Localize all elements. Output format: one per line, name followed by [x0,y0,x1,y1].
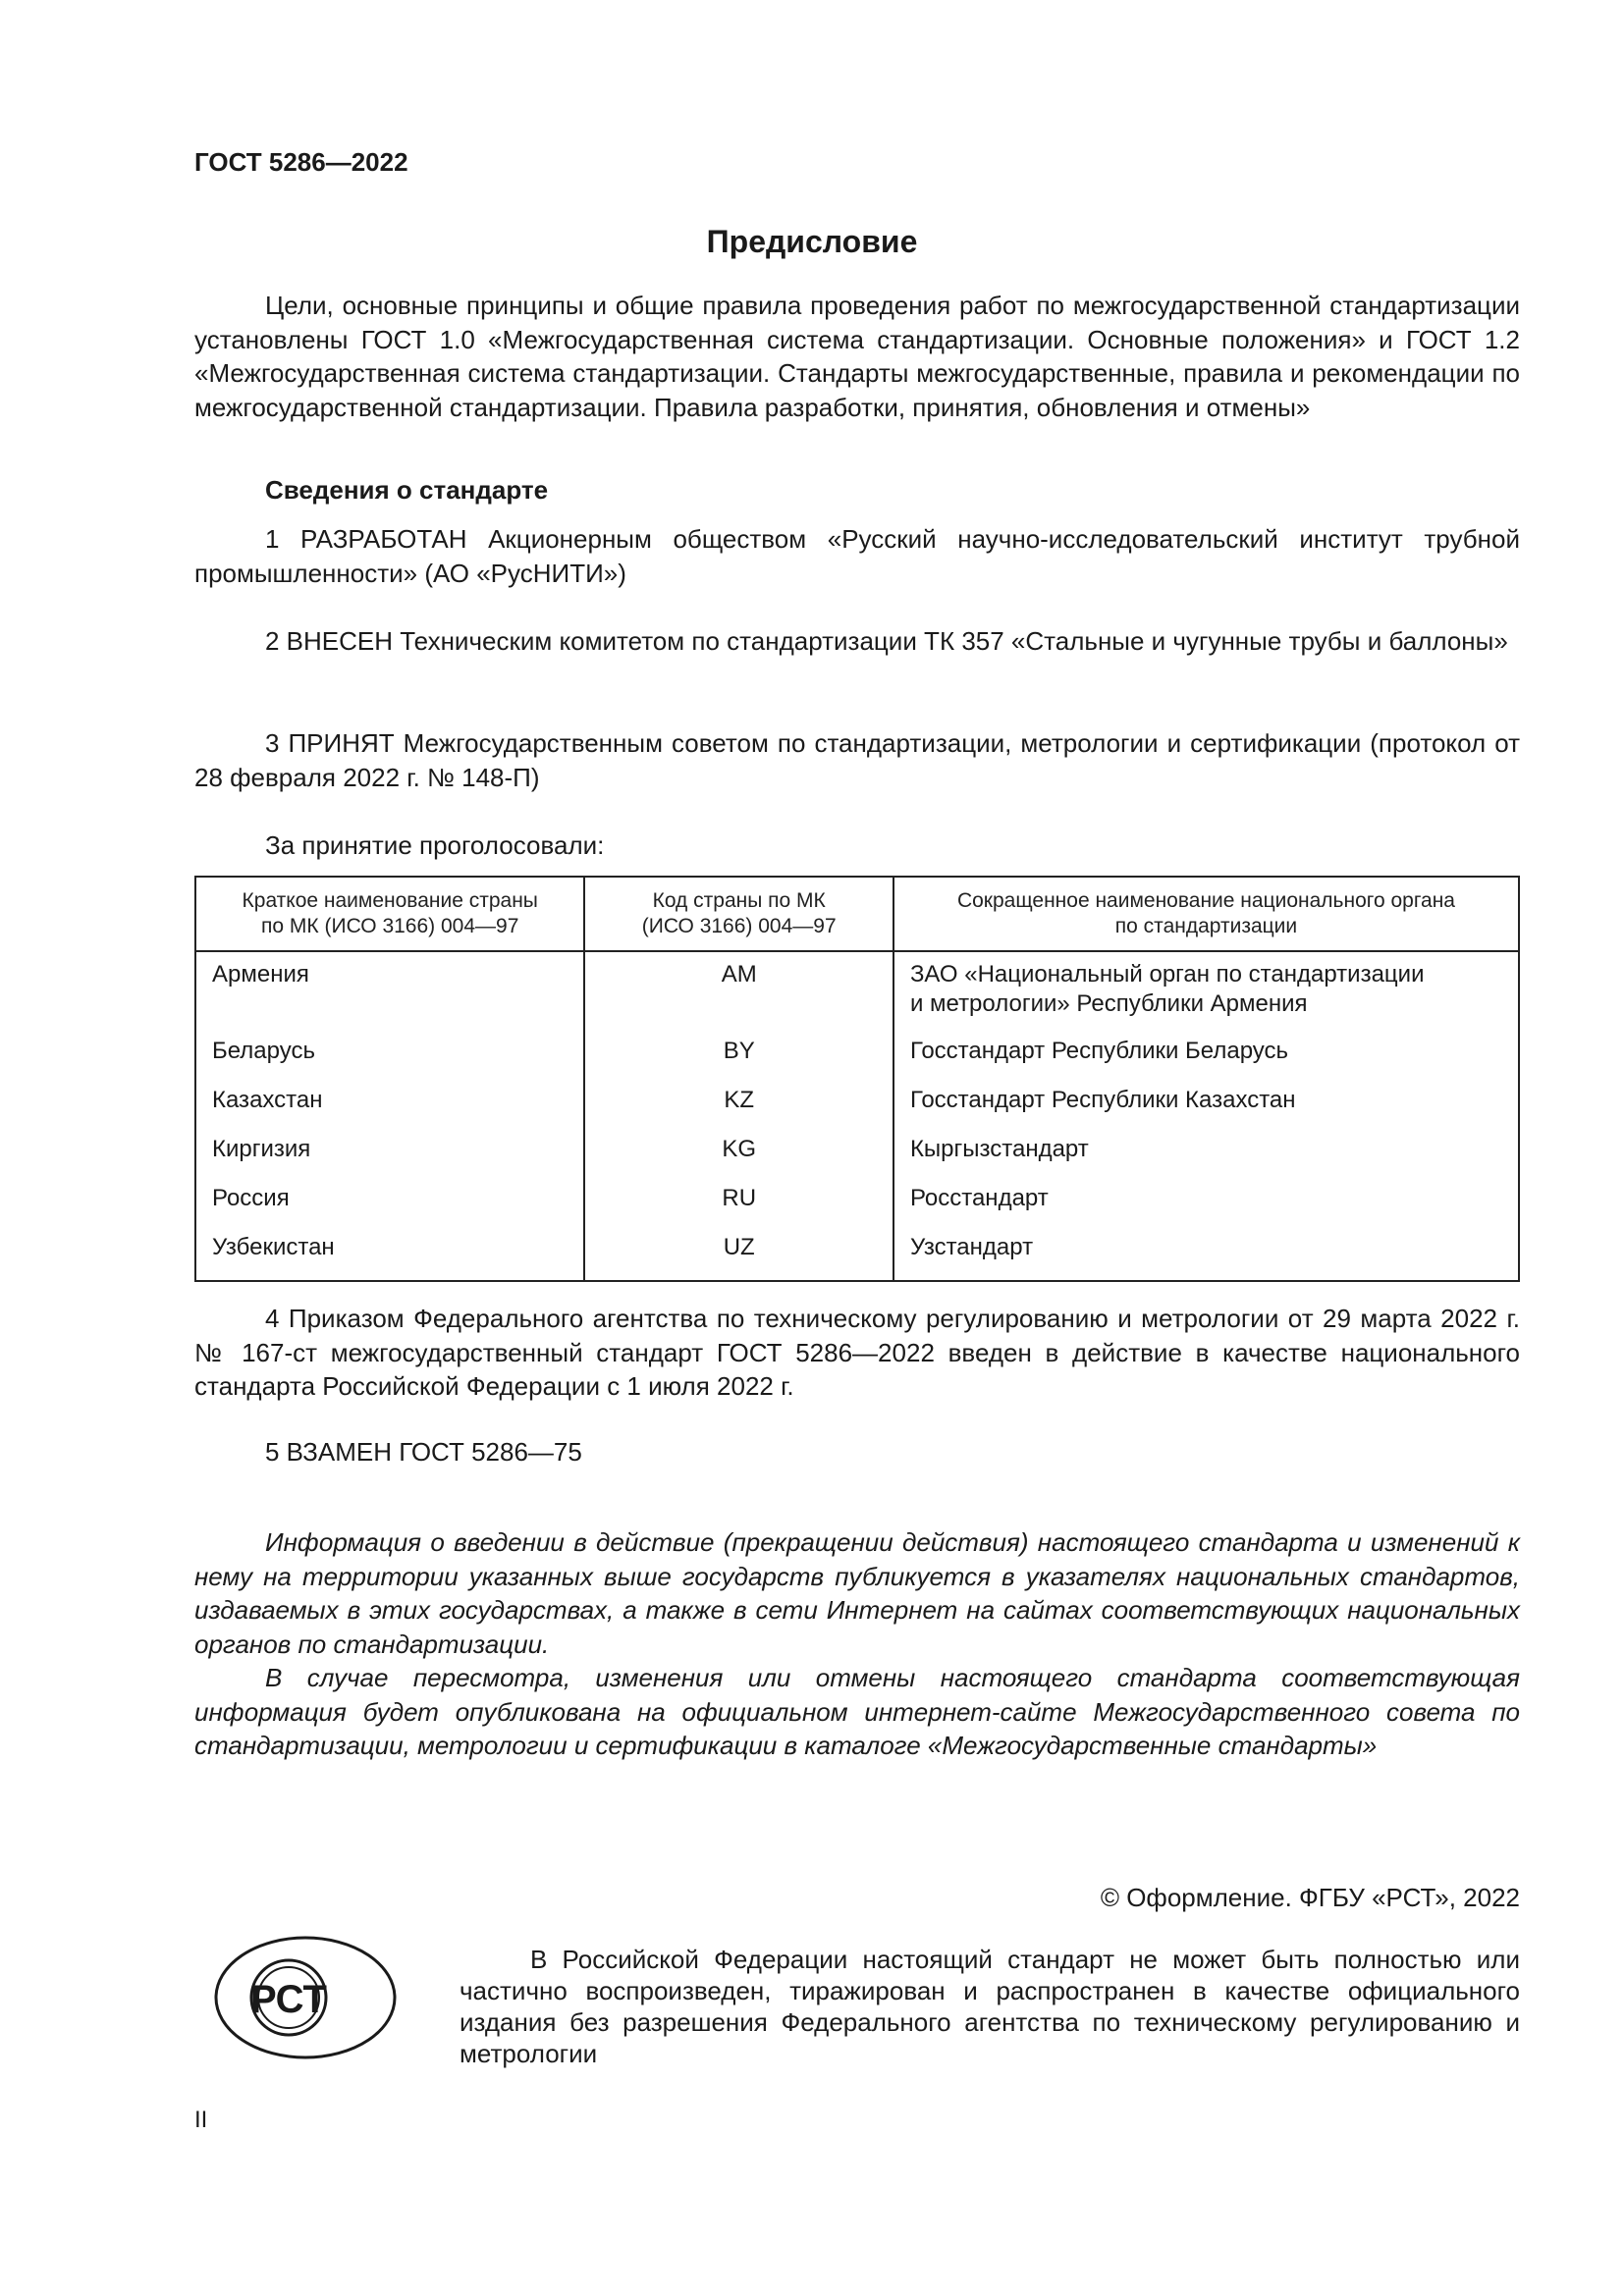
item-3-paragraph: 3 ПРИНЯТ Межгосударственным советом по стандартизации, метрологии и сертификации (протокол от 28 февраля 2022 г. № 148-П) [194,728,1520,792]
rights-notice: В Российской Федерации настоящий стандарт не может быть полностью или частично воспроизведен, тиражирован и распространен в качестве официального издания без разрешения Федерального агентства по техническому регулированию и метрологии [460,1945,1520,2068]
code-cell: AM [584,951,893,1033]
item-2-paragraph: 2 ВНЕСЕН Техническим комитетом по стандартизации ТК 357 «Стальные и чугунные трубы и баллоны» [265,626,1508,656]
code-cell: KZ [584,1082,893,1131]
item-4-paragraph: 4 Приказом Федерального агентства по техническому регулированию и метрологии от 29 марта 2022 г. № 167-ст межгосударственный стандарт ГОСТ 5286—2022 введен в действие в качестве национального стандарта Российской Федерации с 1 июля 2022 г. [194,1304,1520,1401]
document-code-header: ГОСТ 5286—2022 [194,147,408,177]
column-header-country: Краткое наименование страны по МК (ИСО 3166) 004—97 [195,877,584,951]
country-cell: Казахстан [195,1082,584,1131]
notice-paragraph-1: Информация о введении в действие (прекращении действия) настоящего стандарта и изменений к нему на территории указанных выше государств публикуется в указателях национальных стандартов, издаваемых в этих государствах, а также в сети Интернет на сайтах соответствующих национальных органов по стандартизации. [194,1527,1520,1659]
rst-conformity-mark-icon [212,1934,399,2061]
table-row [195,1180,1519,1229]
intro-paragraph: Цели, основные принципы и общие правила проведения работ по межгосударственной стандартизации установлены ГОСТ 1.0 «Межгосударственная система стандартизации. Основные положения» и ГОСТ 1.2 «Межгосударственная система стандартизации. Стандарты межгосударственные, правила и рекомендации по межгосударственной стандартизации. Правила разработки, принятия, обновления и отмены» [194,291,1520,422]
national-body-cell: ЗАО «Национальный орган по стандартизации и метрологии» Республики Армения [893,951,1519,1033]
national-body-cell: Госстандарт Республики Беларусь [893,1033,1519,1082]
column-header-code: Код страны по МК (ИСО 3166) 004—97 [584,877,893,951]
copyright-line: © Оформление. ФГБУ «РСТ», 2022 [1100,1883,1520,1912]
national-body-cell: Кыргызстандарт [893,1131,1519,1180]
table-header-row [195,877,1519,951]
country-cell: Узбекистан [195,1229,584,1281]
country-cell: Киргизия [195,1131,584,1180]
code-cell: KG [584,1131,893,1180]
table-row [195,1082,1519,1131]
national-body-cell: Узстандарт [893,1229,1519,1281]
logo-text: РСТ [249,1978,328,2021]
notice-block [194,1525,1520,1763]
table-row [195,1033,1519,1082]
item-5-paragraph: 5 ВЗАМЕН ГОСТ 5286—75 [265,1437,582,1467]
page-number: II [194,2107,208,2133]
item-1-paragraph: 1 РАЗРАБОТАН Акционерным обществом «Русский научно-исследовательский институт трубной промышленности» (АО «РусНИТИ») [194,524,1520,588]
notice-paragraph-2: В случае пересмотра, изменения или отмены настоящего стандарта соответствующая информация будет опубликована на официальном интернет-сайте Межгосударственного совета по стандартизации, метрологии и сертификации в каталоге «Межгосударственные стандарты» [194,1663,1520,1760]
voted-label: За принятие проголосовали: [265,830,605,860]
code-cell: BY [584,1033,893,1082]
table-row [195,951,1519,1033]
country-cell: Беларусь [195,1033,584,1082]
country-cell: Россия [195,1180,584,1229]
national-body-cell: Росстандарт [893,1180,1519,1229]
table-row [195,1131,1519,1180]
column-header-national-body: Сокращенное наименование национального органа по стандартизации [893,877,1519,951]
country-cell: Армения [195,951,584,1033]
voting-table [194,876,1520,1282]
info-heading: Сведения о стандарте [265,475,549,505]
table-row [195,1229,1519,1281]
code-cell: RU [584,1180,893,1229]
national-body-cell: Госстандарт Республики Казахстан [893,1082,1519,1131]
code-cell: UZ [584,1229,893,1281]
page-title: Предисловие [706,224,918,259]
